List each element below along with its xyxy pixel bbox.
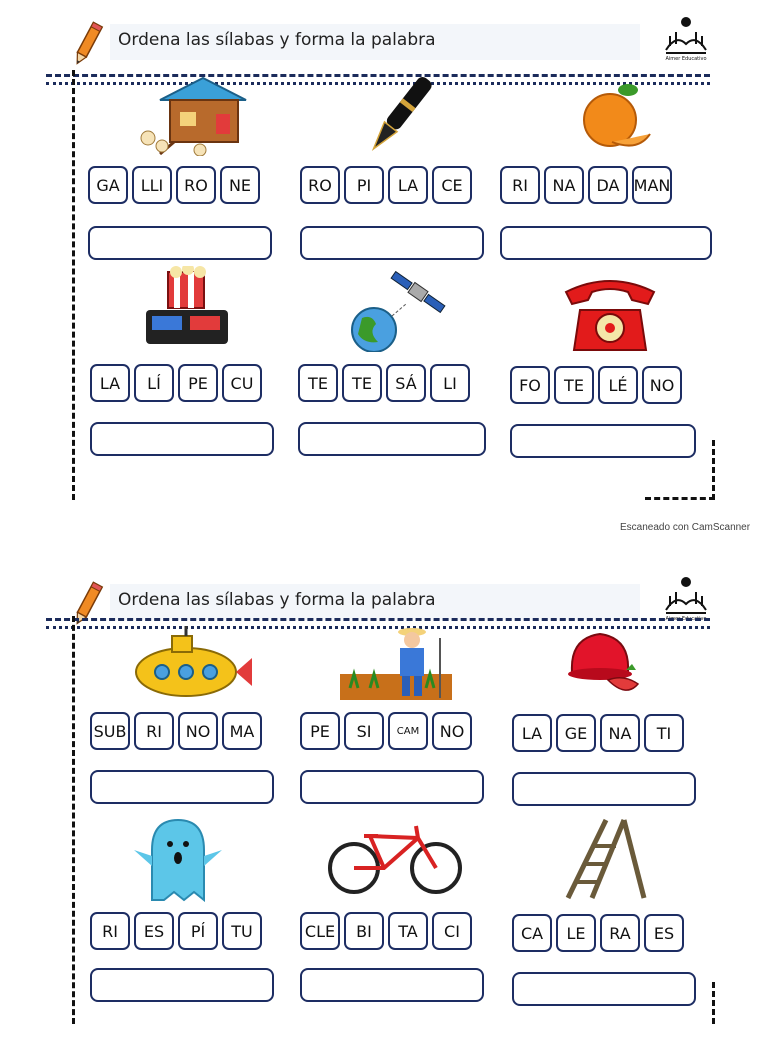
answer-box[interactable] — [88, 226, 272, 260]
syllable-tile[interactable]: CE — [432, 166, 472, 204]
syllable-tile[interactable]: BI — [344, 912, 384, 950]
answer-box[interactable] — [300, 770, 484, 804]
syllable-tile[interactable]: ES — [644, 914, 684, 952]
syllable-tile[interactable]: NO — [432, 712, 472, 750]
syllable-tile[interactable]: RA — [600, 914, 640, 952]
syllable-tile[interactable]: ES — [134, 912, 174, 950]
answer-box[interactable] — [510, 424, 696, 458]
syllable-tile[interactable]: PÍ — [178, 912, 218, 950]
bicycle-picture — [300, 816, 500, 902]
jelly-picture — [512, 618, 712, 704]
dashed-border-left — [72, 616, 75, 1024]
pencil-icon — [70, 20, 104, 70]
syllable-tile[interactable]: SI — [344, 712, 384, 750]
syllable-tile[interactable]: LLI — [132, 166, 172, 204]
syllable-tile[interactable]: PI — [344, 166, 384, 204]
syllable-tile[interactable]: LA — [90, 364, 130, 402]
syllable-tiles — [510, 366, 682, 404]
answer-box[interactable] — [512, 972, 696, 1006]
dashed-border-right — [712, 982, 715, 1024]
syllable-tiles — [90, 912, 262, 950]
syllable-tile[interactable]: CU — [222, 364, 262, 402]
syllable-tiles — [300, 166, 472, 204]
dashed-border-left — [72, 70, 75, 500]
syllable-tiles — [300, 912, 472, 950]
answer-box[interactable] — [512, 772, 696, 806]
syllable-tiles — [90, 364, 262, 402]
syllable-tile[interactable]: NO — [178, 712, 218, 750]
page-title: Ordena las sílabas y forma la palabra — [118, 30, 436, 50]
syllable-tile[interactable]: TE — [298, 364, 338, 402]
syllable-tile[interactable]: MAN — [632, 166, 672, 204]
logo-text: Aimer Educativo — [665, 56, 707, 62]
syllable-tile[interactable]: TE — [554, 366, 594, 404]
syllable-tiles — [298, 364, 470, 402]
answer-box[interactable] — [298, 422, 486, 456]
syllable-tiles — [88, 166, 260, 204]
syllable-tile[interactable]: LA — [512, 714, 552, 752]
syllable-tile[interactable]: NA — [600, 714, 640, 752]
syllable-tile[interactable]: CAM — [388, 712, 428, 750]
school-logo — [660, 574, 712, 622]
syllable-tile[interactable]: RO — [300, 166, 340, 204]
dashed-border-right — [712, 440, 715, 500]
syllable-tiles — [300, 712, 472, 750]
farmer-picture — [300, 618, 500, 704]
syllable-tile[interactable]: TI — [644, 714, 684, 752]
syllable-tile[interactable]: PE — [300, 712, 340, 750]
syllable-tile[interactable]: TE — [342, 364, 382, 402]
syllable-tile[interactable]: NA — [544, 166, 584, 204]
syllable-tile[interactable]: RI — [134, 712, 174, 750]
syllable-tiles — [512, 714, 684, 752]
syllable-tile[interactable]: MA — [222, 712, 262, 750]
syllable-tile[interactable]: RI — [500, 166, 540, 204]
syllable-tile[interactable]: LA — [388, 166, 428, 204]
syllable-tile[interactable]: GE — [556, 714, 596, 752]
henhouse-picture — [88, 70, 288, 156]
syllable-tile[interactable]: GA — [88, 166, 128, 204]
telephone-picture — [510, 266, 710, 352]
cinema-picture — [90, 266, 290, 352]
syllable-tile[interactable]: RO — [176, 166, 216, 204]
answer-box[interactable] — [90, 422, 274, 456]
ladder-picture — [512, 816, 712, 902]
syllable-tile[interactable]: SUB — [90, 712, 130, 750]
worksheet-page-1 — [0, 0, 768, 500]
syllable-tile[interactable]: TA — [388, 912, 428, 950]
syllable-tile[interactable]: SÁ — [386, 364, 426, 402]
syllable-tile[interactable]: LÉ — [598, 366, 638, 404]
syllable-tile[interactable]: LÍ — [134, 364, 174, 402]
logo-text: Aimer Educativo — [665, 616, 707, 622]
answer-box[interactable] — [300, 226, 484, 260]
mandarin-orange-picture — [500, 70, 700, 156]
syllable-tile[interactable]: NE — [220, 166, 260, 204]
dashed-border-bottom — [645, 497, 715, 500]
answer-box[interactable] — [500, 226, 712, 260]
syllable-tile[interactable]: NO — [642, 366, 682, 404]
syllable-tiles — [90, 712, 262, 750]
syllable-tiles — [512, 914, 684, 952]
syllable-tile[interactable]: FO — [510, 366, 550, 404]
syllable-tile[interactable]: CLE — [300, 912, 340, 950]
scanner-note: Escaneado con CamScanner — [620, 522, 751, 533]
fountain-pen-picture — [300, 70, 500, 156]
syllable-tile[interactable]: LE — [556, 914, 596, 952]
syllable-tile[interactable]: TU — [222, 912, 262, 950]
syllable-tile[interactable]: RI — [90, 912, 130, 950]
answer-box[interactable] — [300, 968, 484, 1002]
syllable-tile[interactable]: DA — [588, 166, 628, 204]
page-title: Ordena las sílabas y forma la palabra — [118, 590, 436, 610]
school-logo — [660, 14, 712, 62]
syllable-tiles — [500, 166, 672, 204]
satellite-picture — [298, 266, 498, 352]
answer-box[interactable] — [90, 968, 274, 1002]
submarine-picture — [90, 618, 290, 704]
syllable-tile[interactable]: CI — [432, 912, 472, 950]
answer-box[interactable] — [90, 770, 274, 804]
syllable-tile[interactable]: CA — [512, 914, 552, 952]
syllable-tile[interactable]: PE — [178, 364, 218, 402]
worksheet-page-2 — [0, 560, 768, 1060]
ghost-picture — [90, 816, 290, 902]
syllable-tile[interactable]: LI — [430, 364, 470, 402]
